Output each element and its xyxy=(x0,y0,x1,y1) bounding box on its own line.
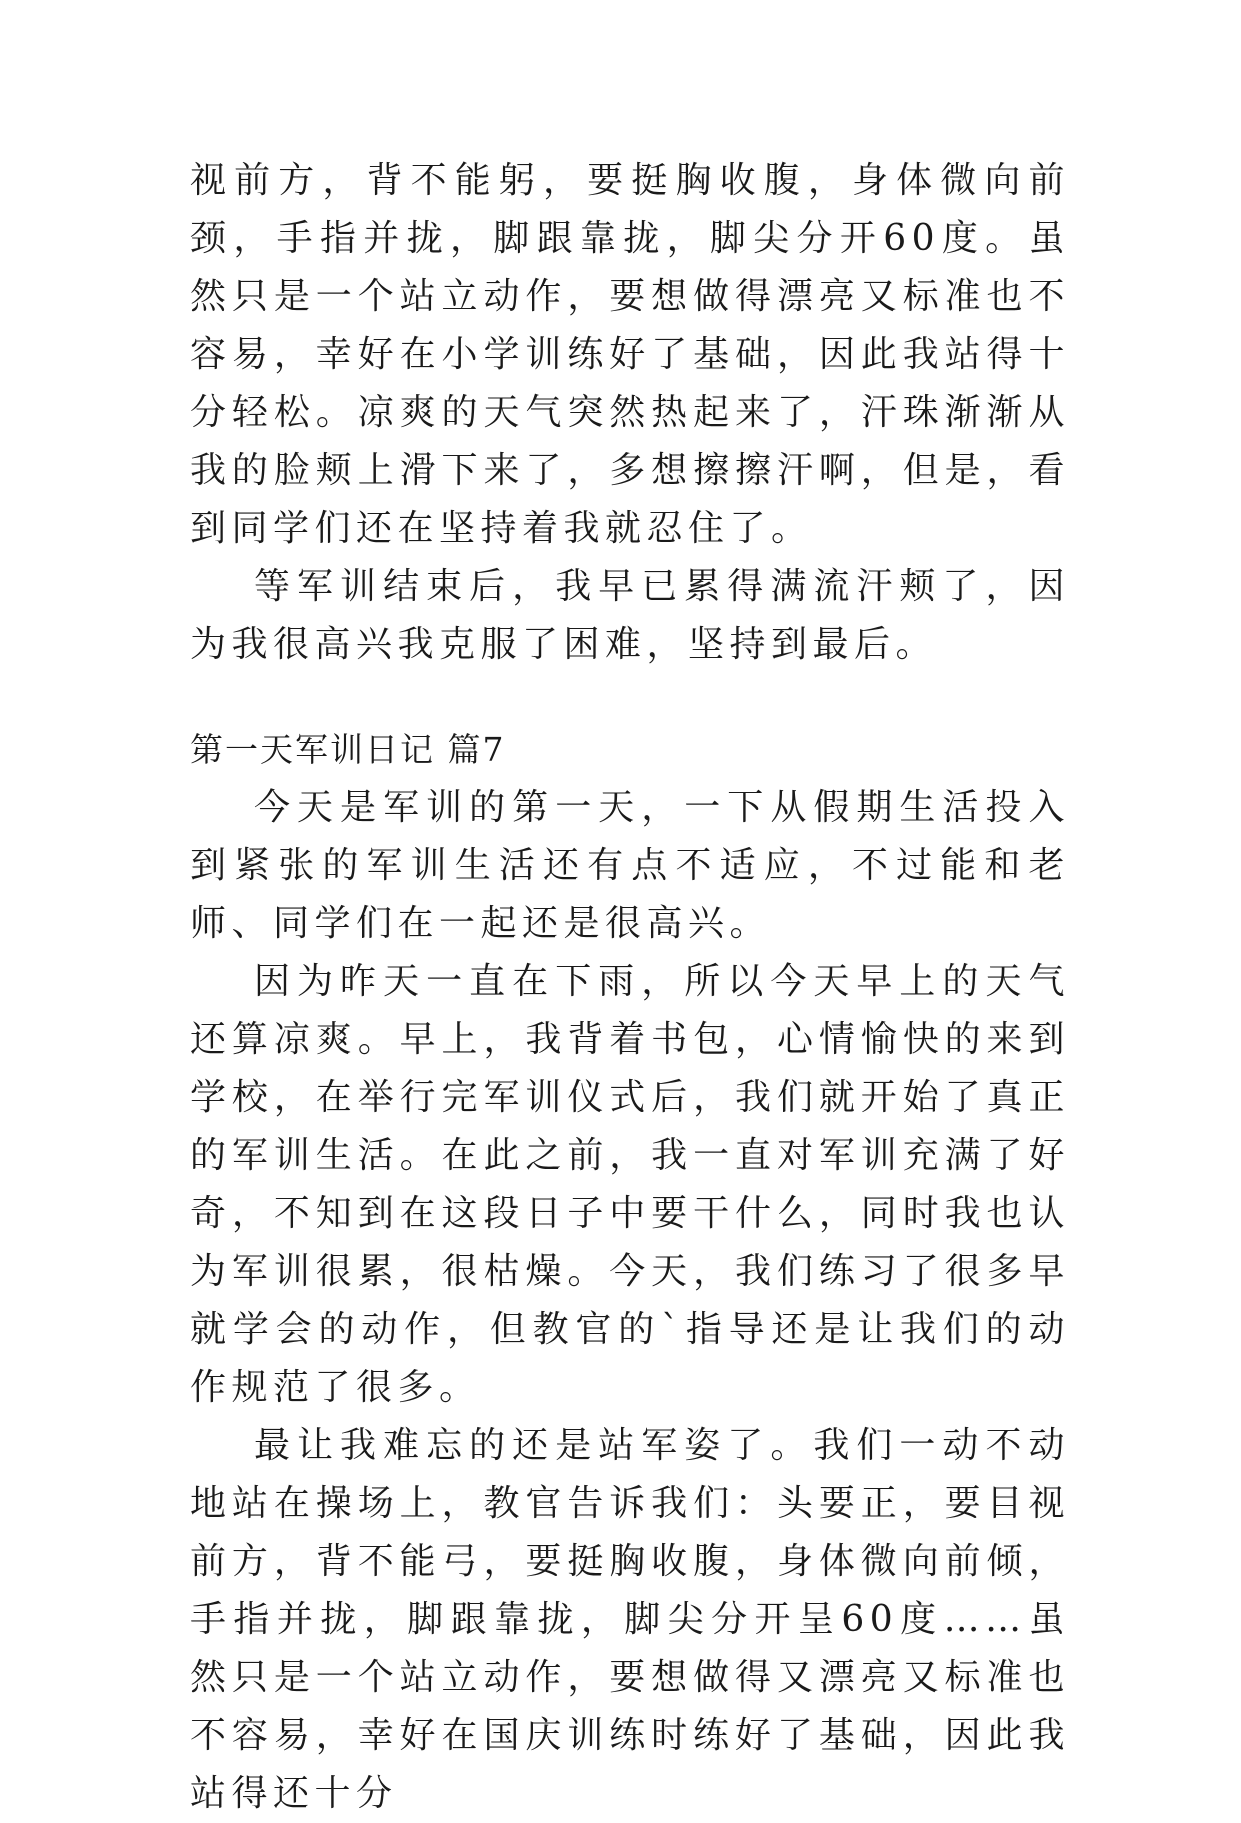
paragraph-training-end: 等军训结束后，我早已累得满流汗颊了，因为我很高兴我克服了困难，坚持到最后。 xyxy=(190,566,1070,665)
paragraph-morning: 因为昨天一直在下雨，所以今天早上的天气还算凉爽。早上，我背着书包，心情愉快的来到学校，在举行完军训仪式后，我们就开始了真正的军训生活。在此之前，我一直对军训充满了好奇，不知到在这段日子中要干什么，同时我也认为军训很累，很枯燥。今天，我们练习了很多早就学会的动作，但教官的`指导还是让我们的动作规范了很多。 xyxy=(190,961,1070,1408)
section-title: 第一天军训日记 篇7 xyxy=(190,730,506,769)
paragraph-standing: 最让我难忘的还是站军姿了。我们一动不动地站在操场上，教官告诉我们：头要正，要目视前方，背不能弓，要挺胸收腹，身体微向前倾，手指并拢，脚跟靠拢，脚尖分开呈60度……虽然只是一个站立动作，要想做得又漂亮又标准也不容易，幸好在国庆训练时练好了基础，因此我站得还十分 xyxy=(190,1425,1070,1814)
document-page xyxy=(190,152,1070,1823)
paragraph-first-day: 今天是军训的第一天，一下从假期生活投入到紧张的军训生活还有点不适应，不过能和老师、同学们在一起还是很高兴。 xyxy=(190,787,1070,944)
paragraph-continued: 视前方，背不能躬，要挺胸收腹，身体微向前颈，手指并拢，脚跟靠拢，脚尖分开60度。虽然只是一个站立动作，要想做得漂亮又标准也不容易，幸好在小学训练好了基础，因此我站得十分轻松。凉爽的天气突然热起来了，汗珠渐渐从我的脸颊上滑下来了，多想擦擦汗啊，但是，看到同学们还在坚持着我就忍住了。 xyxy=(190,160,1070,549)
